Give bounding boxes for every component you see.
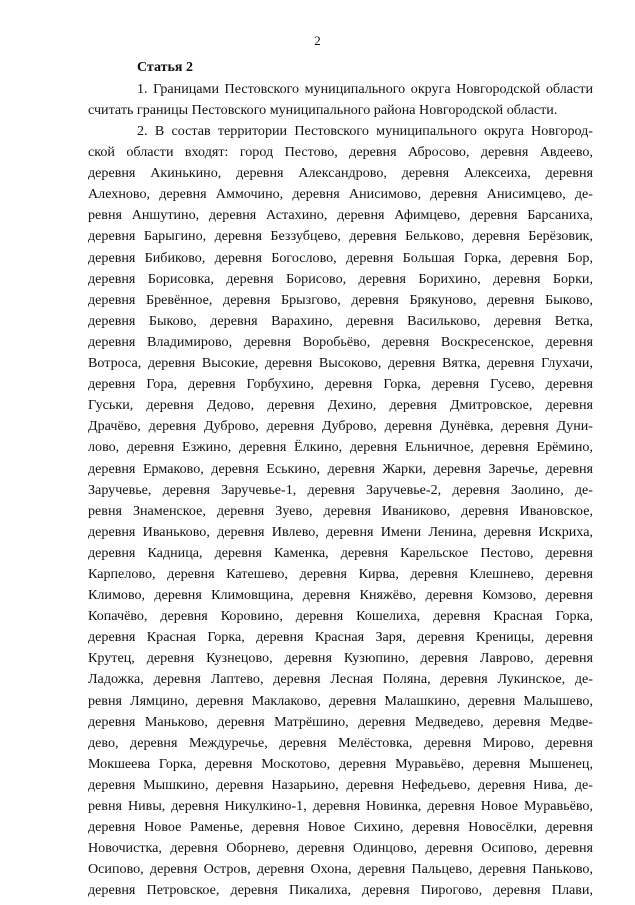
text-line: деревня Владимирово, деревня Воробьёво, деревня Воскресенское, деревня [88, 333, 593, 350]
text-line: деревня Барыгино, деревня Беззубцево, деревня Белькoво, деревня Берёзовик, [88, 228, 593, 245]
text-line: деревня Быково, деревня Варахино, деревня Васильково, деревня Ветка, [88, 312, 593, 329]
text-line: деревня Петровское, деревня Пикалиха, деревня Пирогово, деревня Плави, [88, 882, 593, 899]
text-line: считать границы Пестовского муниципального района Новгородской области. [88, 102, 558, 119]
text-line: Карпелово, деревня Катешево, деревня Кирва, деревня Клешнево, деревня [88, 565, 593, 582]
text-line: деревня Мышкино, деревня Назарьино, деревня Нефедьево, деревня Нива, де- [88, 776, 593, 793]
text-line: деревня Бибиково, деревня Богослово, деревня Большая Горка, деревня Бор, [88, 249, 593, 266]
paragraph-2 [88, 121, 593, 901]
text-line: ревня Лямцино, деревня Маклаково, деревня Малашкино, деревня Малышево, [88, 692, 593, 709]
text-line: деревня Борисовка, деревня Борисово, деревня Борихино, деревня Борки, [88, 270, 593, 287]
text-line: Алехново, деревня Аммочино, деревня Анисимово, деревня Анисимцево, де- [88, 186, 593, 203]
text-line: деревня Иваньково, деревня Ивлево, деревня Имени Ленина, деревня Искриха, [88, 523, 593, 540]
text-line: деревня Маньково, деревня Матрёшино, деревня Медведево, деревня Медве- [88, 713, 593, 730]
text-line: дево, деревня Междуречье, деревня Мелёстовка, деревня Мирово, деревня [88, 734, 593, 751]
text-line: лово, деревня Езжино, деревня Ёлкино, деревня Ельничное, деревня Ерёмино, [88, 439, 593, 456]
text-line: 1. Границами Пестовского муниципального округа Новгородской области [137, 81, 593, 97]
text-line: ской области входят: город Пестово, деревня Абросово, деревня Авдеево, [88, 144, 593, 161]
text-line: деревня Акинькино, деревня Александрово, деревня Алексеиха, деревня [88, 165, 593, 182]
text-line: Копачёво, деревня Коровино, деревня Кошелиха, деревня Красная Горка, [88, 608, 593, 625]
article-heading: Статья 2 [137, 60, 193, 75]
text-line: деревня Новое Раменье, деревня Новое Сихино, деревня Новосёлки, деревня [88, 819, 593, 836]
text-line: деревня Ермаково, деревня Еськино, деревня Жарки, деревня Заречье, деревня [88, 460, 593, 477]
text-line: ревня Знаменское, деревня Зуево, деревня Иваниково, деревня Ивановское, [88, 502, 593, 519]
page-number: 2 [314, 33, 321, 48]
text-line: деревня Бревённое, деревня Брызгово, деревня Брякуново, деревня Быково, [88, 291, 593, 308]
text-line: Заручевье, деревня Заручевье-1, деревня Заручевье-2, деревня Заолино, де- [88, 481, 593, 498]
text-line: деревня Кадница, деревня Каменка, деревня Карельское Пестово, деревня [88, 544, 593, 561]
text-line: Климово, деревня Климовщина, деревня Княжёво, деревня Комзово, деревня [88, 587, 593, 604]
paragraph-1 [88, 79, 593, 121]
text-line: 2. В состав территории Пестовского муниципального округа Новгород- [137, 123, 593, 139]
text-line: Мокшеева Горка, деревня Москотово, деревня Муравьёво, деревня Мышенец, [88, 755, 593, 772]
text-line: ревня Нивы, деревня Никулкино-1, деревня Новинка, деревня Новое Муравьёво, [88, 798, 593, 814]
text-line: Драчёво, деревня Дуброво, деревня Дуброво, деревня Дунёвка, деревня Дуни- [88, 418, 593, 435]
text-line: Гуськи, деревня Дедово, деревня Дехино, деревня Дмитровское, деревня [88, 397, 593, 414]
text-line: Ладожка, деревня Лаптево, деревня Лесная Поляна, деревня Лукинское, де- [88, 671, 593, 688]
text-line: Новочистка, деревня Оборнево, деревня Одинцово, деревня Осипово, деревня [88, 840, 593, 857]
text-line: Вотроса, деревня Высокие, деревня Высоково, деревня Вятка, деревня Глухачи, [88, 355, 593, 372]
text-line: деревня Гора, деревня Горбухино, деревня Горка, деревня Гусево, деревня [88, 376, 593, 393]
text-line: Осипово, деревня Остров, деревня Охона, деревня Пальцево, деревня Паньково, [88, 861, 593, 878]
text-line: ревня Аншутино, деревня Астахино, деревня Афимцево, деревня Барсаниха, [88, 207, 593, 224]
text-line: Крутец, деревня Кузнецово, деревня Кузюпино, деревня Лаврово, деревня [88, 650, 593, 667]
text-line: деревня Красная Горка, деревня Красная Заря, деревня Креницы, деревня [88, 629, 593, 646]
